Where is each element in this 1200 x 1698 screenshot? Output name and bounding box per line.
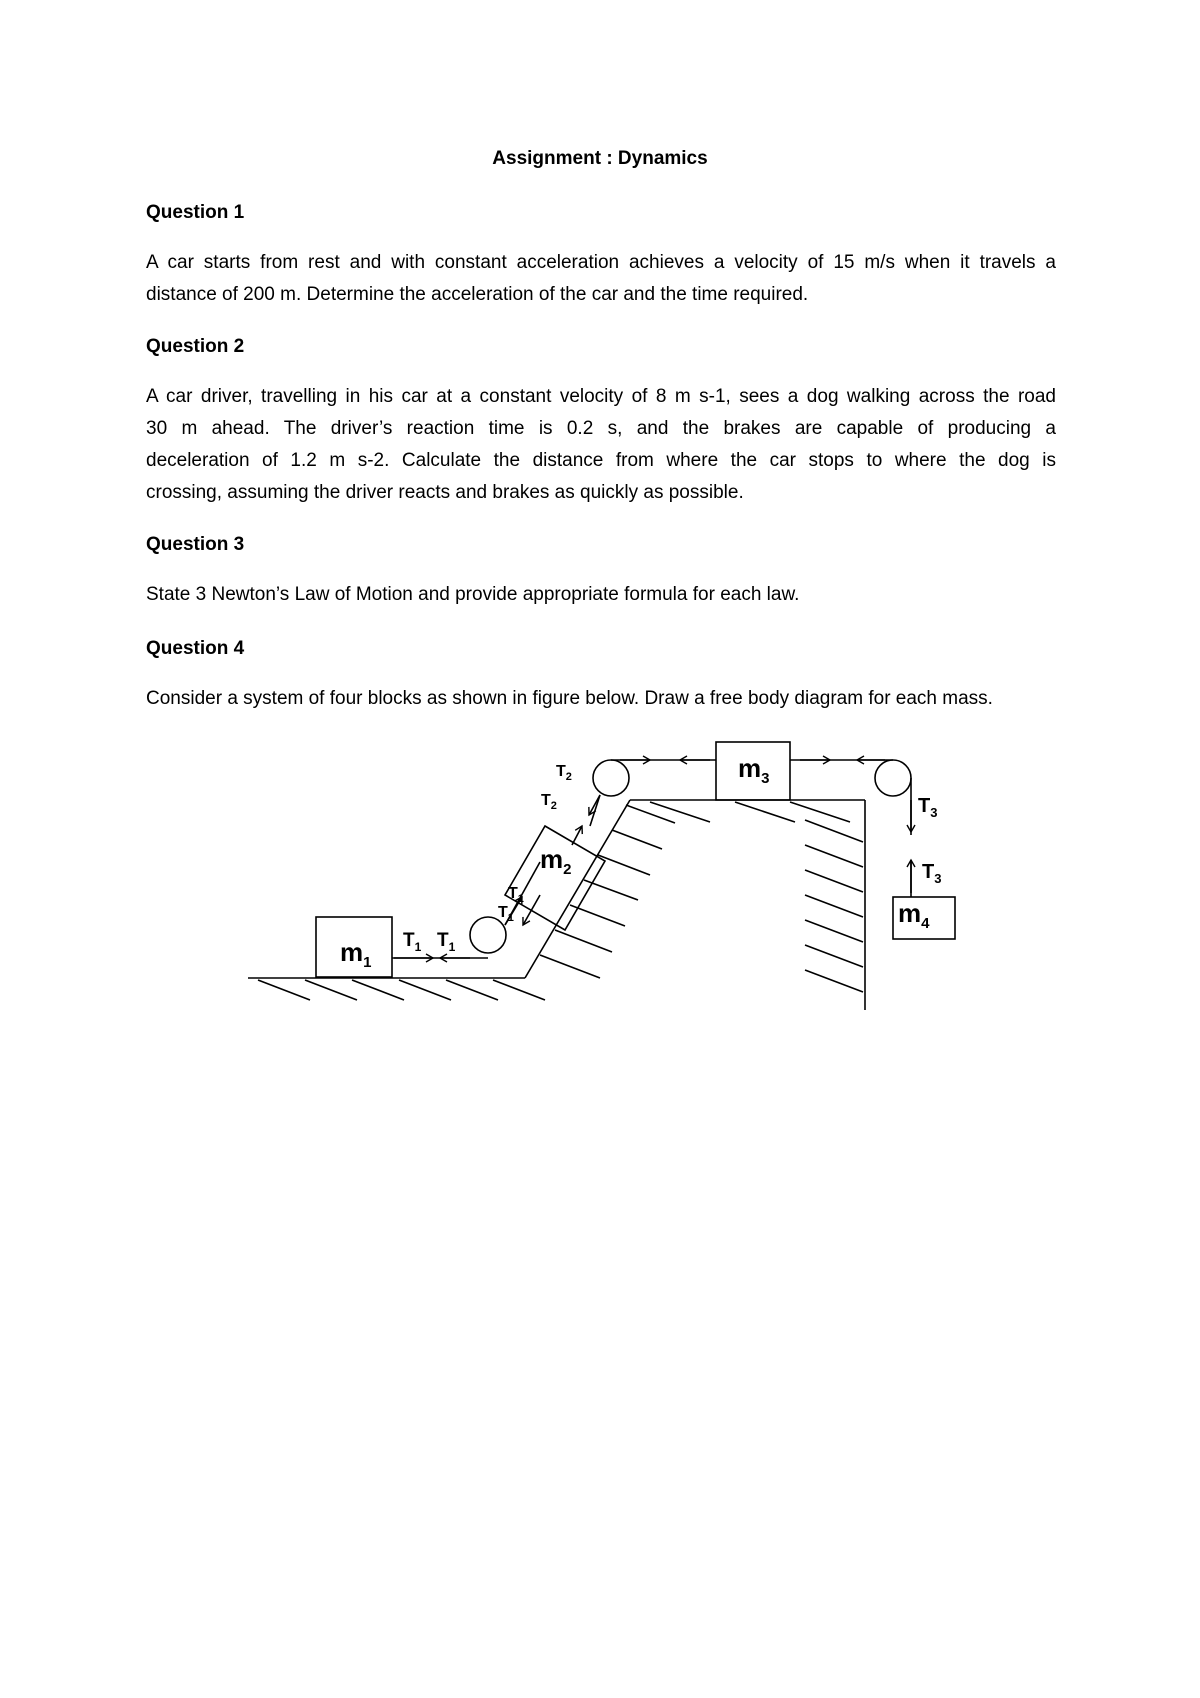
t1-arrow-down-incline [523, 895, 540, 925]
question-2-heading: Question 2 [146, 336, 245, 357]
pulley-bottom-icon [470, 917, 506, 953]
question-1-line-1: A car starts from rest and with constant acceleration achieves a velocity of 15 m/s when it travels a [146, 252, 1056, 273]
label-m1: $m_1$ [340, 937, 372, 971]
label-t1-a: $T_1$ [403, 930, 422, 954]
top-hatching [650, 802, 850, 822]
incline-surface [525, 800, 630, 978]
question-1-text [146, 247, 1056, 311]
label-m3: $m_3$ [738, 753, 770, 787]
wall-hatching [805, 820, 863, 992]
label-t3-a: $T_3$ [918, 795, 938, 820]
question-2-line-4: crossing, assuming the driver reacts and brakes as quickly as possible. [146, 482, 744, 503]
page-title: Assignment : Dynamics [492, 148, 708, 169]
question-4-text: Consider a system of four blocks as shown in figure below. Draw a free body diagram for each mass. [146, 688, 993, 709]
question-2-line-3: deceleration of 1.2 m s-2. Calculate the distance from where the car stops to where the dog is [146, 450, 1056, 471]
pulley-top-left-icon [593, 760, 629, 796]
t2-arrow-up-incline [572, 826, 582, 845]
question-1-line-2: distance of 200 m. Determine the acceleration of the car and the time required. [146, 284, 809, 305]
question-2-text [146, 381, 1056, 509]
label-t2-a: $T_2$ [556, 763, 572, 783]
question-4-heading: Question 4 [146, 638, 245, 659]
label-t1-c: $T_1$ [508, 885, 524, 905]
question-1-heading: Question 1 [146, 202, 245, 223]
label-m4: $m_4$ [898, 898, 930, 932]
label-m2: $m_2$ [540, 844, 572, 878]
label-t1-d: $T_1$ [498, 904, 514, 924]
question-2-line-2: 30 m ahead. The driver’s reaction time is 0.2 s, and the brakes are capable of producing a [146, 418, 1056, 439]
incline-hatching [540, 805, 675, 978]
pulley-top-right-icon [875, 760, 911, 796]
four-block-pulley-diagram [240, 730, 960, 1020]
label-t3-b: $T_3$ [922, 861, 942, 886]
block-m2 [505, 826, 605, 930]
question-2-line-1: A car driver, travelling in his car at a constant velocity of 8 m s-1, sees a dog walking across the road [146, 386, 1056, 407]
label-t1-b: $T_1$ [437, 930, 456, 954]
question-3-heading: Question 3 [146, 534, 245, 555]
question-3-text: State 3 Newton’s Law of Motion and provide appropriate formula for each law. [146, 584, 800, 605]
ground-hatching [258, 980, 545, 1000]
label-t2-b: $T_2$ [541, 792, 557, 812]
